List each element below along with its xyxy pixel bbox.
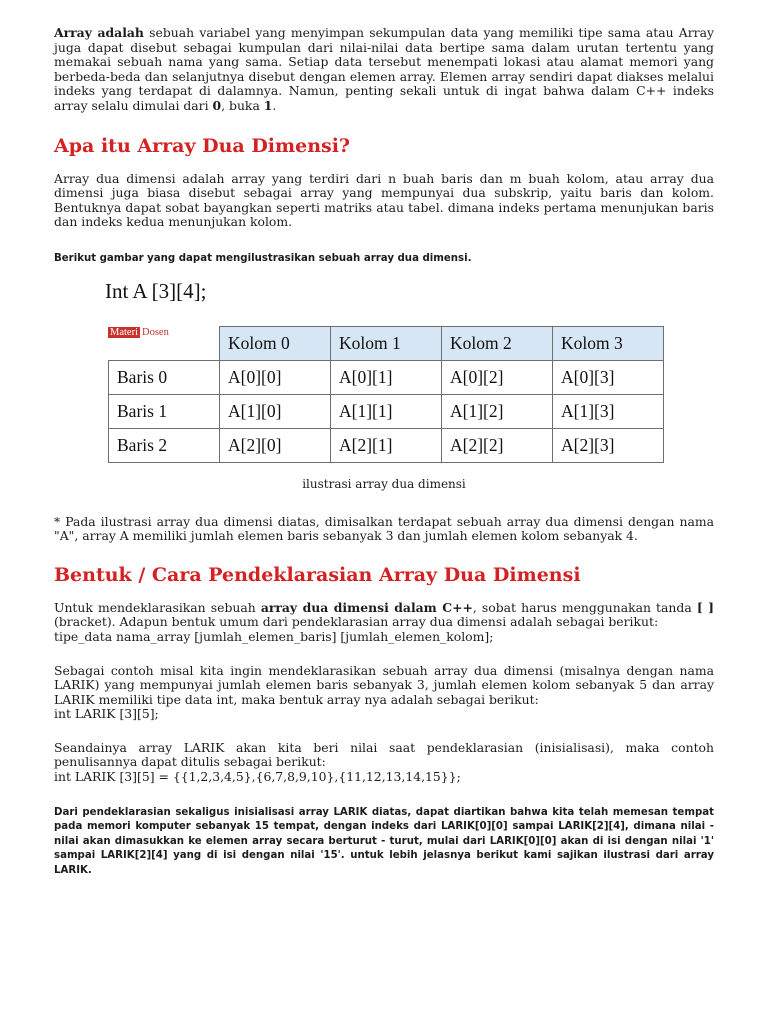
table-header-row <box>109 326 664 360</box>
table-cell: A[1][1] <box>331 394 442 428</box>
watermark-b: Dosen <box>142 326 169 338</box>
table-cell: A[0][2] <box>442 360 553 394</box>
table-cell: A[2][0] <box>220 428 331 462</box>
table-cell: A[0][1] <box>331 360 442 394</box>
intro-mid: , buka <box>221 97 264 113</box>
table-cell: A[2][2] <box>442 428 553 462</box>
table-row <box>109 394 664 428</box>
decl-text-d: [ ] <box>696 599 714 615</box>
column-header: Kolom 0 <box>220 326 331 360</box>
figure-intro: Berikut gambar yang dapat mengilustrasikan sebuah array dua dimensi. <box>54 252 472 264</box>
section1-paragraph: Array dua dimensi adalah array yang terdiri dari n buah baris dan m buah kolom, atau array dua dimensi juga biasa disebut sebagai array yang mempunyai dua subskrip, yaitu baris dan kolom. Bentuknya dapat sobat bayangkan seperti matriks atau tabel. dimana indeks pertama menunjukan baris dan indeks kedua menunjukan kolom. <box>54 170 714 230</box>
column-header: Kolom 2 <box>442 326 553 360</box>
declaration-syntax: tipe_data nama_array [jumlah_elemen_baris] [jumlah_elemen_kolom]; <box>54 628 494 644</box>
intro-one: 1 <box>263 97 273 113</box>
table-corner-cell <box>109 326 220 360</box>
decl-text-c: , sobat harus menggunakan tanda <box>472 599 697 615</box>
table-row <box>109 428 664 462</box>
watermark-a: Materi <box>110 326 138 338</box>
example-paragraph: Sebagai contoh misal kita ingin mendeklarasikan sebuah array dua dimensi (misalnya dengan nama LARIK) yang mempunyai jumlah elemen baris sebanyak 3, jumlah elemen kolom sebanyak 5 dan array LARIK memiliki tipe data int, maka bentuk array nya adalah sebagai berikut: <box>54 662 714 707</box>
table-cell: A[1][2] <box>442 394 553 428</box>
explanation-paragraph: Dari pendeklarasian sekaligus inisialisasi array LARIK diatas, dapat diartikan bahwa kita telah memesan tempat pada memori komputer sebanyak 15 tempat, dengan indeks dari LARIK[0][0] sampai LARIK[2][4], dimana nilai - nilai akan dimasukkan ke elemen array secara berturut - turut, mulai dari LARIK[0][0] akan di isi dengan nilai '1' sampai LARIK[2][4] yang di isi dengan nilai '15'. untuk lebih jelasnya berikut kami sajikan ilustrasi dari array LARIK. <box>54 806 714 877</box>
figure-title: Int A [3][4]; <box>105 278 207 303</box>
intro-paragraph <box>54 26 714 114</box>
array-table <box>108 326 664 463</box>
table-cell: A[0][0] <box>220 360 331 394</box>
column-header: Kolom 3 <box>553 326 664 360</box>
initialization-code: int LARIK [3][5] = {{1,2,3,4,5},{6,7,8,9,10},{11,12,13,14,15}}; <box>54 769 461 785</box>
column-header: Kolom 1 <box>331 326 442 360</box>
row-header: Baris 0 <box>109 360 220 394</box>
note-paragraph: * Pada ilustrasi array dua dimensi diatas, dimisalkan terdapat sebuah array dua dimensi dengan nama "A", array A memiliki jumlah elemen baris sebanyak 3 dan jumlah elemen kolom sebanyak 4. <box>54 513 714 544</box>
table-cell: A[0][3] <box>553 360 664 394</box>
section2-heading: Bentuk / Cara Pendeklarasian Array Dua Dimensi <box>54 563 581 586</box>
initialization-paragraph: Seandainya array LARIK akan kita beri nilai saat pendeklarasian (inisialisasi), maka contoh penulisannya dapat ditulis sebagai berikut: <box>54 739 714 770</box>
figure-caption: ilustrasi array dua dimensi <box>302 476 466 491</box>
example-code: int LARIK [3][5]; <box>54 706 159 722</box>
decl-text-b: array dua dimensi dalam C++ <box>260 599 473 615</box>
array-figure <box>54 279 714 479</box>
row-header: Baris 2 <box>109 428 220 462</box>
declaration-paragraph <box>54 601 714 630</box>
section1-heading: Apa itu Array Dua Dimensi? <box>54 134 351 157</box>
row-header: Baris 1 <box>109 394 220 428</box>
decl-text-e: (bracket). Adapun bentuk umum dari pendeklarasian array dua dimensi adalah sebagai berikut: <box>54 614 659 630</box>
intro-text: sebuah variabel yang menyimpan sekumpulan data yang memiliki tipe sama atau Array juga dapat disebut sebagai kumpulan dari nilai-nilai data bertipe sama dalam urutan tertentu yang memakai sebuah nama yang sama. Setiap data tersebut menempati lokasi atau alamat memori yang berbeda-beda dan selanjutnya disebut dengan elemen array. Elemen array sendiri dapat diakses melalui indeks yang terdapat di dalamnya. Namun, penting sekali untuk di ingat bahwa dalam C++ indeks array selalu dimulai dari <box>54 25 714 113</box>
decl-text-a: Untuk mendeklarasikan sebuah <box>54 599 261 615</box>
table-cell: A[1][3] <box>553 394 664 428</box>
intro-lead: Array adalah <box>54 25 144 40</box>
table-cell: A[2][3] <box>553 428 664 462</box>
intro-zero: 0 <box>212 97 222 113</box>
document-page <box>54 26 714 879</box>
table-cell: A[2][1] <box>331 428 442 462</box>
table-cell: A[1][0] <box>220 394 331 428</box>
table-row <box>109 360 664 394</box>
intro-end: . <box>272 97 277 113</box>
